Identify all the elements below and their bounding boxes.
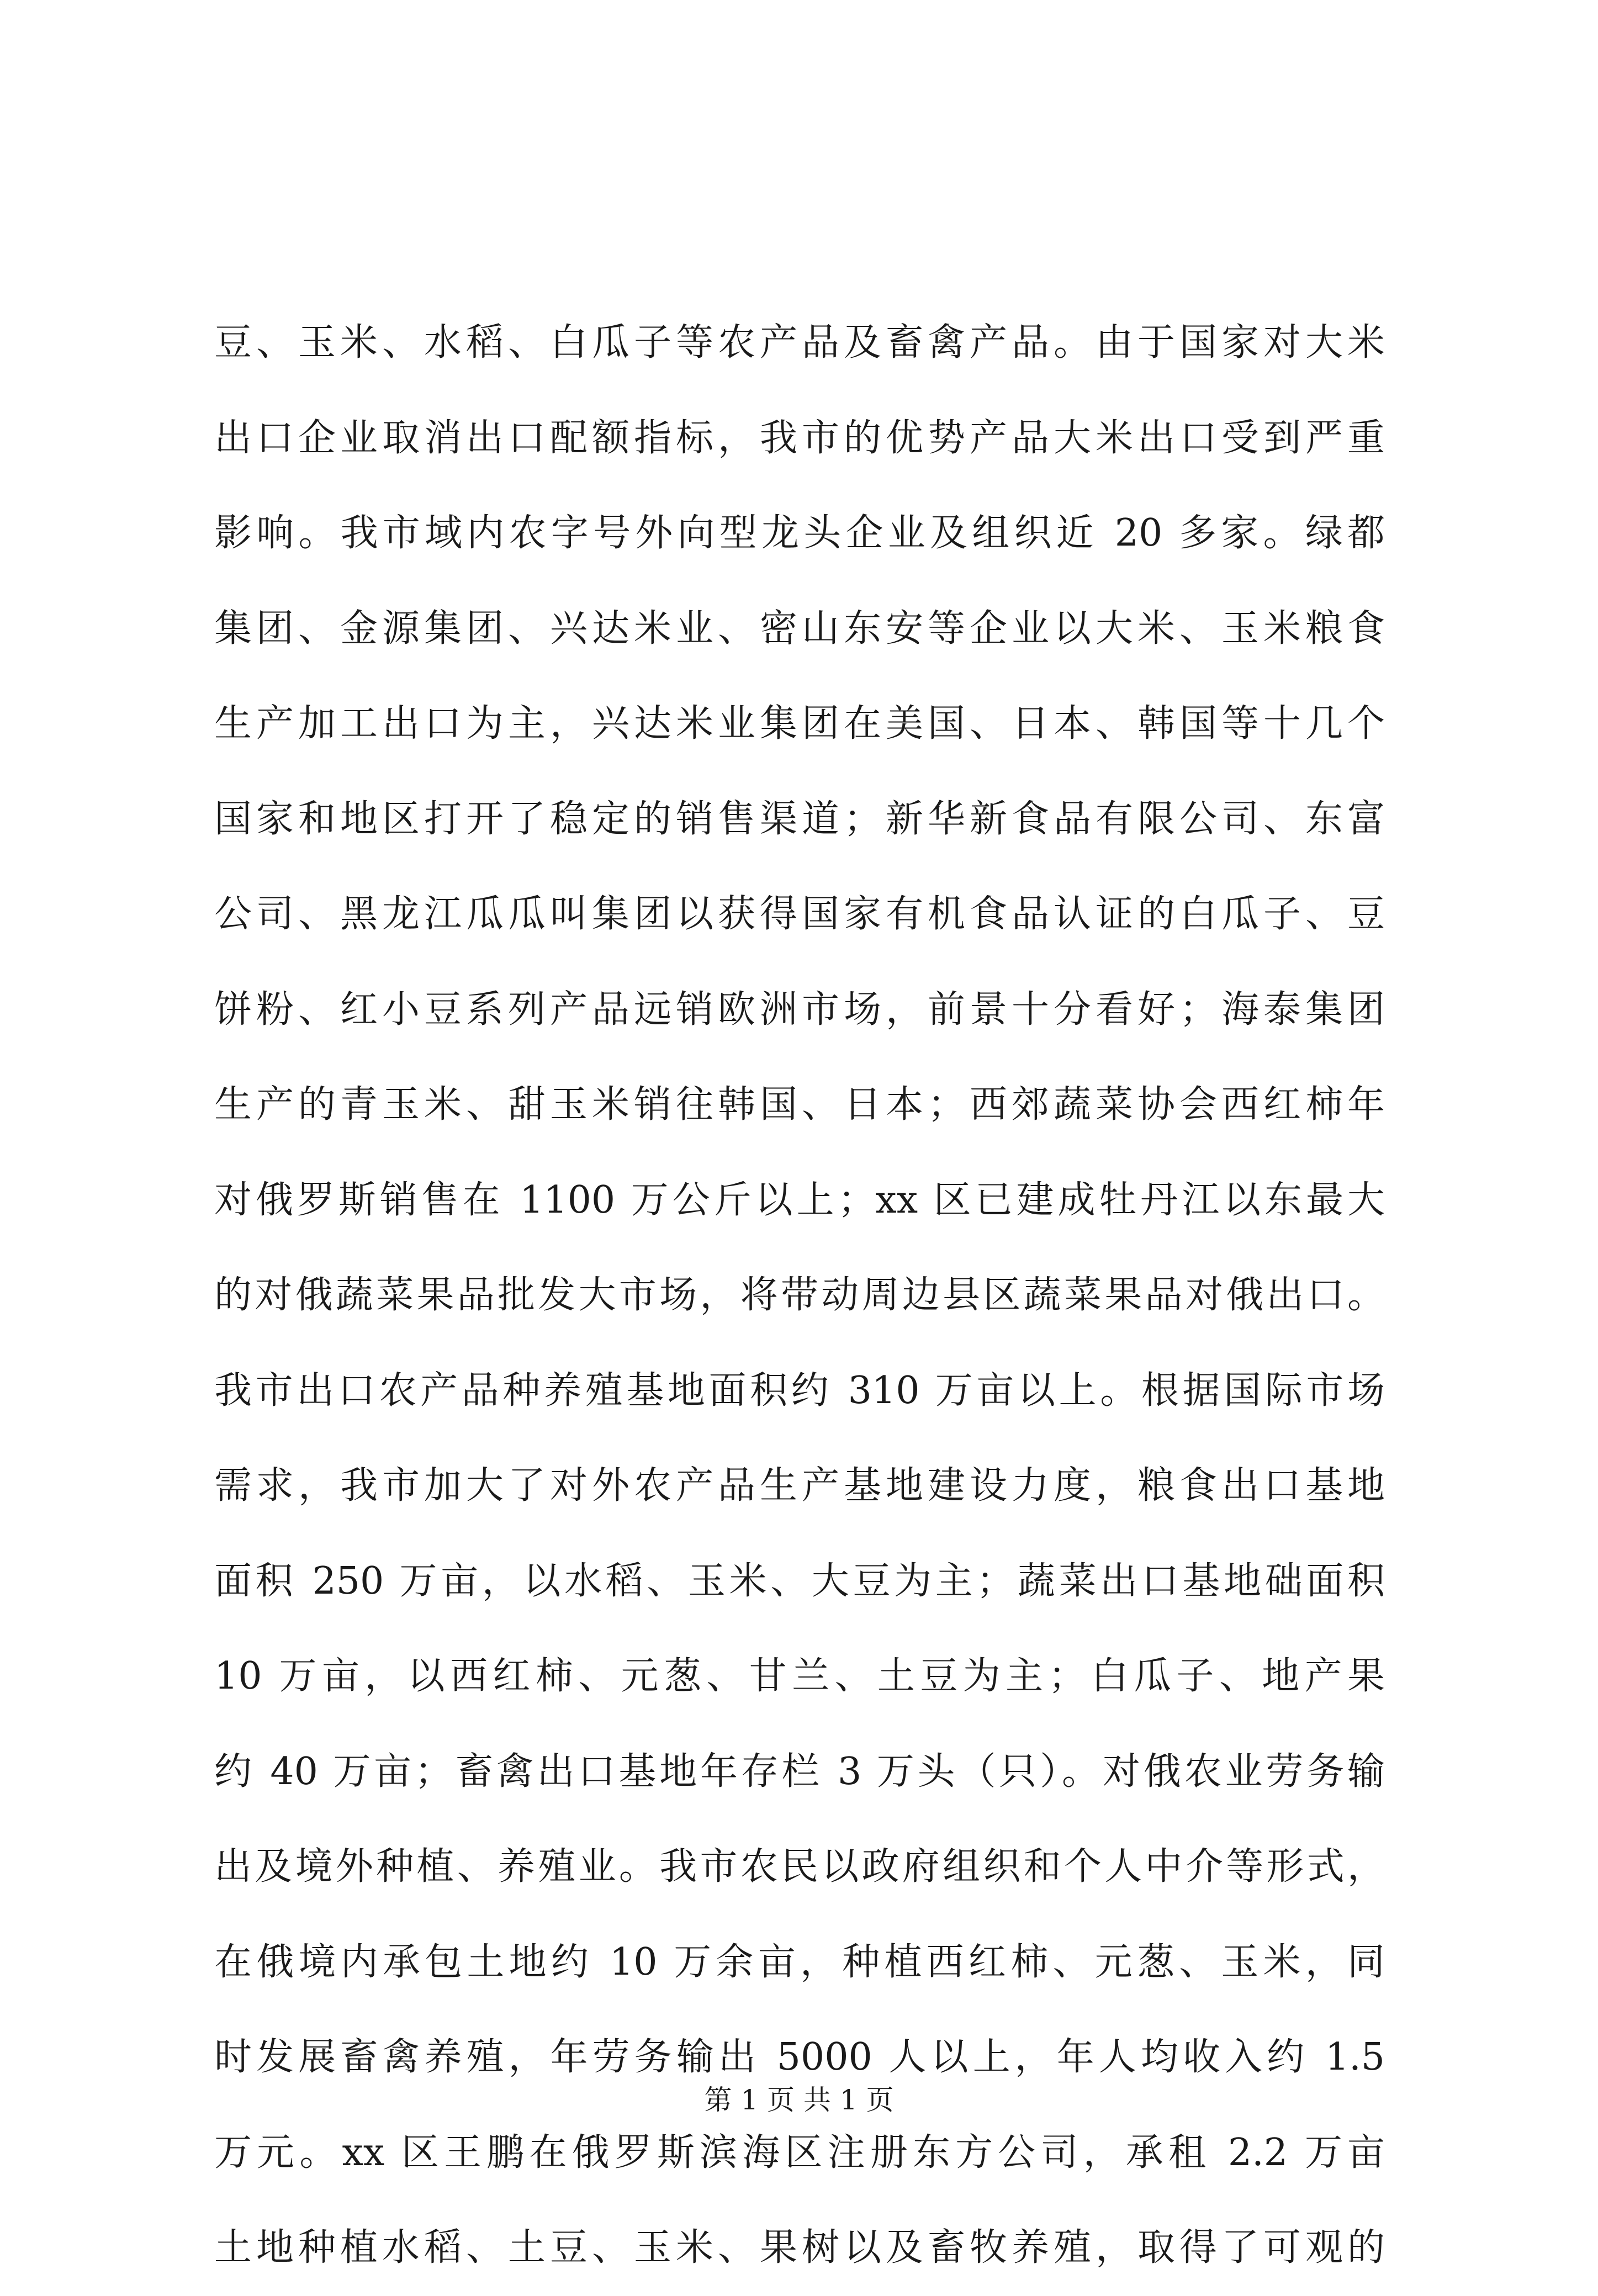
text-line: 我市出口农产品种养殖基地面积约 310 万亩以上。根据国际市场 [214,1368,1385,1412]
text-line: 生产加工出口为主，兴达米业集团在美国、日本、韩国等十几个 [214,702,1385,745]
text-line: 万元。xx 区王鹏在俄罗斯滨海区注册东方公司，承租 2.2 万亩 [214,2130,1385,2175]
text-line: 时发展畜禽养殖，年劳务输出 5000 人以上，年人均收入约 1.5 [214,2035,1385,2079]
text-line: 饼粉、红小豆系列产品远销欧洲市场，前景十分看好；海泰集团 [214,987,1385,1031]
text-line: 豆、玉米、水稻、白瓜子等农产品及畜禽产品。由于国家对大米 [214,321,1385,364]
text-line: 公司、黑龙江瓜瓜叫集团以获得国家有机食品认证的白瓜子、豆 [214,892,1385,936]
text-line: 集团、金源集团、兴达米业、密山东安等企业以大米、玉米粮食 [214,606,1385,650]
page-number: 第 1 页 共 1 页 [704,2084,894,2116]
text-line: 需求，我市加大了对外农产品生产基地建设力度，粮食出口基地 [214,1464,1385,1507]
text-line: 面积 250 万亩，以水稻、玉米、大豆为主；蔬菜出口基地础面积 [214,1559,1385,1603]
text-line: 影响。我市域内农字号外向型龙头企业及组织近 20 多家。绿都 [214,511,1385,555]
text-line: 的对俄蔬菜果品批发大市场，将带动周边县区蔬菜果品对俄出口。 [214,1273,1385,1317]
text-line: 出及境外种植、养殖业。我市农民以政府组织和个人中介等形式， [214,1845,1385,1888]
text-line: 生产的青玉米、甜玉米销往韩国、日本；西郊蔬菜协会西红柿年 [214,1083,1385,1126]
text-line: 约 40 万亩；畜禽出口基地年存栏 3 万头（只）。对俄农业劳务输 [214,1749,1385,1794]
text-line: 对俄罗斯销售在 1100 万公斤以上；xx 区已建成牡丹江以东最大 [214,1178,1385,1222]
text-line: 10 万亩，以西红柿、元葱、甘兰、土豆为主；白瓜子、地产果 [214,1654,1385,1698]
text-line: 在俄境内承包土地约 10 万余亩，种植西红柿、元葱、玉米，同 [214,1940,1385,1984]
text-line: 土地种植水稻、土豆、玉米、果树以及畜牧养殖，取得了可观的 [214,2226,1385,2269]
text-line: 出口企业取消出口配额指标，我市的优势产品大米出口受到严重 [214,416,1385,460]
body-text [214,295,1385,2296]
text-line: 国家和地区打开了稳定的销售渠道；新华新食品有限公司、东富 [214,797,1385,841]
